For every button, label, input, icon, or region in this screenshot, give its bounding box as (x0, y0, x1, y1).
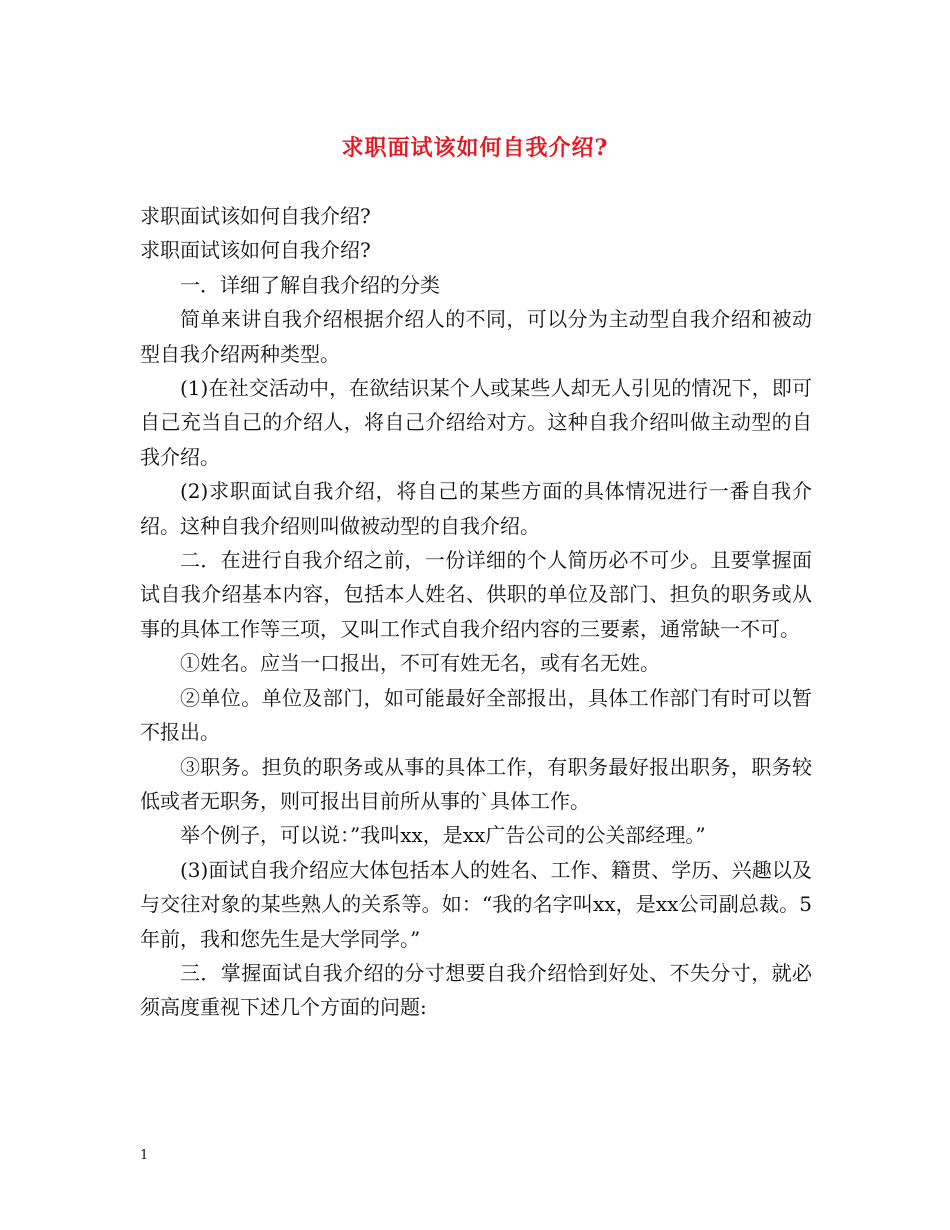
paragraph: (2)求职面试自我介绍，将自己的某些方面的具体情况进行一番自我介绍。这种自我介绍则叫做被动型的自我介绍。 (140, 479, 812, 538)
paragraph: (1)在社交活动中，在欲结识某个人或某些人却无人引见的情况下，即可自己充当自己的介绍人，将自己介绍给对方。这种自我介绍叫做主动型的自我介绍。 (140, 376, 812, 469)
paragraph: 求职面试该如何自我介绍? (140, 204, 371, 228)
list-item: ②单位。单位及部门，如可能最好全部报出，具体工作部门有时可以暂不报出。 (140, 685, 812, 745)
document-title: 求职面试该如何自我介绍? (341, 135, 609, 161)
paragraph: 举个例子，可以说：”我叫xx，是xx广告公司的公关部经理。” (180, 823, 706, 848)
section-heading: 三．掌握面试自我介绍的分寸想要自我介绍恰到好处、不失分寸，就必须高度重视下述几个方面的问题: (140, 960, 812, 1020)
page-number: 1 (140, 1148, 149, 1163)
section-heading: 二．在进行自我介绍之前，一份详细的个人简历必不可少。且要掌握面试自我介绍基本内容，包括本人姓名、供职的单位及部门、担负的职务或从事的具体工作等三项，又叫工作式自我介绍内容的三要素，通常缺一不可。 (140, 548, 812, 641)
document-body (140, 199, 812, 1025)
section-heading: 一．详细了解自我介绍的分类 (180, 272, 440, 297)
paragraph: 求职面试该如何自我介绍? (140, 238, 371, 263)
paragraph: (3)面试自我介绍应大体包括本人的姓名、工作、籍贯、学历、兴趣以及与交往对象的某些熟人的关系等。如：“我的名字叫xx，是xx公司副总裁。5年前，我和您先生是大学同学。” (140, 857, 812, 951)
list-item: ③职务。担负的职务或从事的具体工作，有职务最好报出职务，职务较低或者无职务，则可报出目前所从事的`具体工作。 (140, 754, 812, 813)
list-item: ①姓名。应当一口报出，不可有姓无名，或有名无姓。 (180, 651, 660, 676)
paragraph: 简单来讲自我介绍根据介绍人的不同，可以分为主动型自我介绍和被动型自我介绍两种类型。 (140, 307, 812, 366)
